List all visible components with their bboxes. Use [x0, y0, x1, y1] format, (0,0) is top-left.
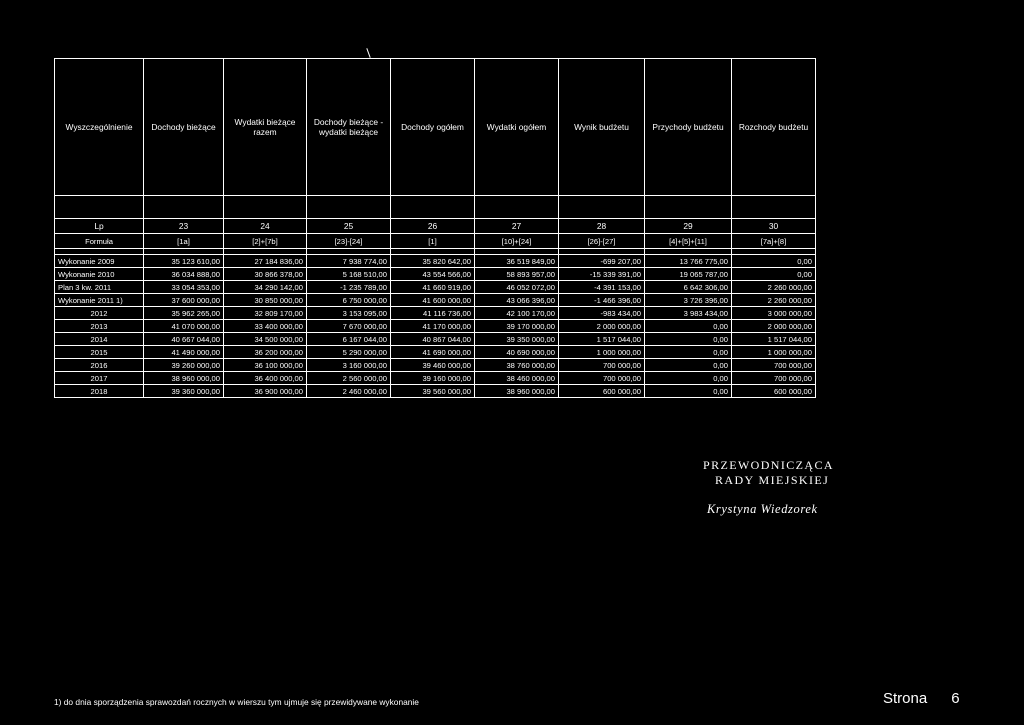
spacer-cell — [307, 196, 391, 219]
table-row-cell: 700 000,00 — [732, 359, 816, 372]
table-row-cell: 38 960 000,00 — [144, 372, 224, 385]
table-row-cell: 40 867 044,00 — [391, 333, 475, 346]
table-row-cell: 7 938 774,00 — [307, 255, 391, 268]
table-row-cell: 41 600 000,00 — [391, 294, 475, 307]
signature-title-line2: RADY MIEJSKIEJ — [715, 473, 830, 487]
table-row-cell: 3 983 434,00 — [645, 307, 732, 320]
table-row-cell: 1 000 000,00 — [732, 346, 816, 359]
formula-row-cell: [2]+[7b] — [224, 234, 307, 249]
formula-row-cell: [23]-[24] — [307, 234, 391, 249]
lp-row-cell: 28 — [559, 219, 645, 234]
table-row-cell: 700 000,00 — [559, 359, 645, 372]
table-row-label: Wykonanie 2009 — [55, 255, 144, 268]
table-row-cell: 0,00 — [645, 346, 732, 359]
header-cell: Wynik budżetu — [559, 59, 645, 196]
lp-row-cell: 23 — [144, 219, 224, 234]
table-row-cell: 700 000,00 — [732, 372, 816, 385]
table-row-label: 2015 — [55, 346, 144, 359]
spacer-cell — [645, 196, 732, 219]
table-row-cell: 0,00 — [645, 333, 732, 346]
formula-row-cell: [1a] — [144, 234, 224, 249]
lp-row-label: Lp — [55, 219, 144, 234]
table-row-cell: 41 070 000,00 — [144, 320, 224, 333]
table-row-cell: 35 962 265,00 — [144, 307, 224, 320]
table-row-cell: 35 820 642,00 — [391, 255, 475, 268]
table-row-cell: 2 000 000,00 — [559, 320, 645, 333]
table-row-cell: 39 260 000,00 — [144, 359, 224, 372]
table-row-cell: 700 000,00 — [559, 372, 645, 385]
table-row-cell: 34 290 142,00 — [224, 281, 307, 294]
formula-row-cell: [26]-[27] — [559, 234, 645, 249]
table-row-label: 2018 — [55, 385, 144, 398]
lp-row-cell: 29 — [645, 219, 732, 234]
table-row — [55, 294, 816, 307]
table-row-cell: -1 235 789,00 — [307, 281, 391, 294]
table-row — [55, 385, 816, 398]
formula-row-cell: [4]+[5]+[11] — [645, 234, 732, 249]
table-row-label: 2017 — [55, 372, 144, 385]
table-row-label: 2013 — [55, 320, 144, 333]
spacer-cell — [144, 196, 224, 219]
table-row-cell: 3 153 095,00 — [307, 307, 391, 320]
table-row-cell: 3 000 000,00 — [732, 307, 816, 320]
spacer-cell — [559, 196, 645, 219]
table-row-cell: 37 600 000,00 — [144, 294, 224, 307]
table-row-cell: 6 642 306,00 — [645, 281, 732, 294]
lp-row-cell: 24 — [224, 219, 307, 234]
table-row-cell: 19 065 787,00 — [645, 268, 732, 281]
table-row-cell: 32 809 170,00 — [224, 307, 307, 320]
table-row-cell: 6 750 000,00 — [307, 294, 391, 307]
table-row-cell: 0,00 — [732, 268, 816, 281]
table-row-cell: 34 500 000,00 — [224, 333, 307, 346]
table-row-cell: 36 900 000,00 — [224, 385, 307, 398]
table-row-cell: 39 460 000,00 — [391, 359, 475, 372]
page-num: 6 — [951, 690, 960, 707]
header-cell: Wydatki bieżące razem — [224, 59, 307, 196]
table-row-cell: 39 160 000,00 — [391, 372, 475, 385]
spacer-cell — [475, 196, 559, 219]
table-row — [55, 281, 816, 294]
table-row-cell: 1 517 044,00 — [732, 333, 816, 346]
table-row-cell: 36 100 000,00 — [224, 359, 307, 372]
table-row-label: 2014 — [55, 333, 144, 346]
table-row-cell: 0,00 — [645, 385, 732, 398]
table-row-cell: 2 260 000,00 — [732, 281, 816, 294]
formula-row-label: Formuła — [55, 234, 144, 249]
table-row-cell: 46 052 072,00 — [475, 281, 559, 294]
table-row-cell: 1 000 000,00 — [559, 346, 645, 359]
table-row-cell: 2 560 000,00 — [307, 372, 391, 385]
formula-row-cell: [10]+[24] — [475, 234, 559, 249]
table-row-cell: 39 560 000,00 — [391, 385, 475, 398]
table-row-cell: 39 170 000,00 — [475, 320, 559, 333]
table-row — [55, 268, 816, 281]
table-row-cell: 35 123 610,00 — [144, 255, 224, 268]
table-row — [55, 346, 816, 359]
table-row — [55, 320, 816, 333]
table-row-cell: 36 200 000,00 — [224, 346, 307, 359]
table-row — [55, 255, 816, 268]
table-row-cell: 41 690 000,00 — [391, 346, 475, 359]
wpf-table — [54, 58, 816, 398]
table-row-cell: 38 460 000,00 — [475, 372, 559, 385]
table-row-cell: 41 116 736,00 — [391, 307, 475, 320]
table-row-cell: 42 100 170,00 — [475, 307, 559, 320]
lp-row-cell: 27 — [475, 219, 559, 234]
table-row-cell: 41 170 000,00 — [391, 320, 475, 333]
table-row-cell: 600 000,00 — [559, 385, 645, 398]
table-row-cell: 2 260 000,00 — [732, 294, 816, 307]
table-row-label: Plan 3 kw. 2011 — [55, 281, 144, 294]
table-row-cell: 38 960 000,00 — [475, 385, 559, 398]
page-number — [883, 690, 960, 707]
table-row-cell: 41 490 000,00 — [144, 346, 224, 359]
table-row-cell: 40 690 000,00 — [475, 346, 559, 359]
table-row-cell: 6 167 044,00 — [307, 333, 391, 346]
table-row-cell: 36 519 849,00 — [475, 255, 559, 268]
header-cell: Przychody budżetu — [645, 59, 732, 196]
scan-mark — [366, 48, 370, 58]
table-row-cell: 0,00 — [645, 359, 732, 372]
spacer-cell — [732, 196, 816, 219]
table-row-cell: 2 000 000,00 — [732, 320, 816, 333]
table-row-cell: 600 000,00 — [732, 385, 816, 398]
table-row-cell: 40 667 044,00 — [144, 333, 224, 346]
table-row-label: 2016 — [55, 359, 144, 372]
wpf-table-container — [54, 58, 815, 398]
lp-row-cell: 25 — [307, 219, 391, 234]
table-row-cell: 38 760 000,00 — [475, 359, 559, 372]
header-cell: Wydatki ogółem — [475, 59, 559, 196]
signature-block — [703, 458, 834, 517]
table-row-cell: 33 054 353,00 — [144, 281, 224, 294]
signature-title-line1: PRZEWODNICZĄCA — [703, 458, 834, 472]
formula-row-cell: [7a]+[8] — [732, 234, 816, 249]
table-row-cell: 0,00 — [645, 320, 732, 333]
table-row-cell: 36 400 000,00 — [224, 372, 307, 385]
lp-row — [55, 219, 816, 234]
spacer-row — [55, 196, 816, 219]
header-row — [55, 59, 816, 196]
spacer-cell — [391, 196, 475, 219]
table-row-cell: 43 066 396,00 — [475, 294, 559, 307]
table-row-cell: 58 893 957,00 — [475, 268, 559, 281]
table-row-cell: 39 350 000,00 — [475, 333, 559, 346]
spacer-cell — [55, 196, 144, 219]
header-cell: Rozchody budżetu — [732, 59, 816, 196]
table-row-cell: 5 168 510,00 — [307, 268, 391, 281]
lp-row-cell: 30 — [732, 219, 816, 234]
table-row-cell: 36 034 888,00 — [144, 268, 224, 281]
table-row-cell: 41 660 919,00 — [391, 281, 475, 294]
table-row — [55, 372, 816, 385]
table-row-cell: -4 391 153,00 — [559, 281, 645, 294]
table-row-cell: 3 726 396,00 — [645, 294, 732, 307]
table-row-cell: 5 290 000,00 — [307, 346, 391, 359]
table-row-cell: 39 360 000,00 — [144, 385, 224, 398]
table-row-cell: 7 670 000,00 — [307, 320, 391, 333]
table-row-cell: -1 466 396,00 — [559, 294, 645, 307]
table-row-cell: -699 207,00 — [559, 255, 645, 268]
table-row-cell: 30 850 000,00 — [224, 294, 307, 307]
table-row-cell: 3 160 000,00 — [307, 359, 391, 372]
table-row — [55, 307, 816, 320]
spacer-cell — [224, 196, 307, 219]
table-row-cell: -983 434,00 — [559, 307, 645, 320]
table-row — [55, 333, 816, 346]
table-row-cell: 30 866 378,00 — [224, 268, 307, 281]
table-row-cell: 27 184 836,00 — [224, 255, 307, 268]
table-row-cell: 43 554 566,00 — [391, 268, 475, 281]
header-cell: Wyszczególnienie — [55, 59, 144, 196]
formula-row — [55, 234, 816, 249]
table-row-label: Wykonanie 2011 1) — [55, 294, 144, 307]
signature-name: Krystyna Wiedzorek — [707, 502, 818, 516]
page-label: Strona — [883, 690, 928, 707]
table-row — [55, 359, 816, 372]
header-cell: Dochody bieżące - wydatki bieżące — [307, 59, 391, 196]
formula-row-cell: [1] — [391, 234, 475, 249]
table-row-label: Wykonanie 2010 — [55, 268, 144, 281]
lp-row-cell: 26 — [391, 219, 475, 234]
header-cell: Dochody ogółem — [391, 59, 475, 196]
table-row-label: 2012 — [55, 307, 144, 320]
footnote: 1) do dnia sporządzenia sprawozdań rocznych w wierszu tym ujmuje się przewidywane wykonanie — [54, 697, 419, 707]
table-row-cell: 1 517 044,00 — [559, 333, 645, 346]
header-cell: Dochody bieżące — [144, 59, 224, 196]
table-row-cell: 13 766 775,00 — [645, 255, 732, 268]
table-row-cell: 33 400 000,00 — [224, 320, 307, 333]
table-row-cell: 0,00 — [732, 255, 816, 268]
table-row-cell: 0,00 — [645, 372, 732, 385]
table-row-cell: -15 339 391,00 — [559, 268, 645, 281]
table-row-cell: 2 460 000,00 — [307, 385, 391, 398]
